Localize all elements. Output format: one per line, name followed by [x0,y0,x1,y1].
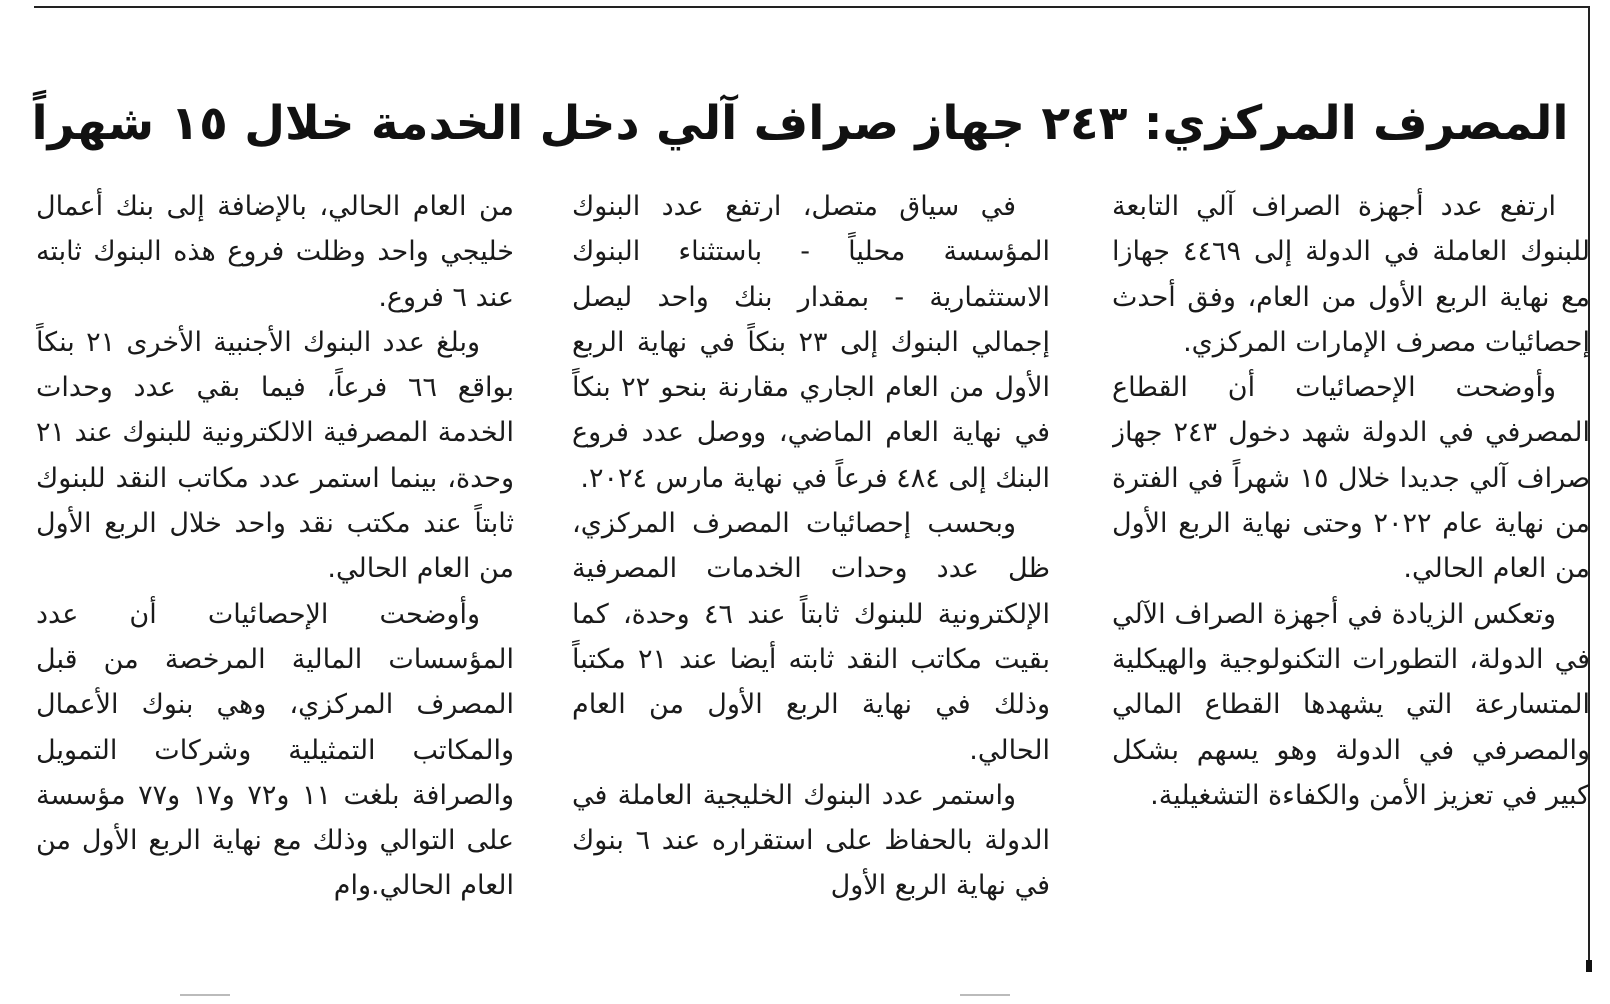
top-rule [34,6,1590,8]
paragraph: وأوضحت الإحصائيات أن القطاع المصرفي في الدولة شهد دخول ٢٤٣ جهاز صراف آلي جديدا خلال ١٥ شهراً في الفترة من نهاية عام ٢٠٢٢ وحتى نهاية الربع الأول من العام الحالي. [1112,372,1590,585]
page-bleed-mark [960,994,1010,996]
headline: المصرف المركزي: ٢٤٣ جهاز صراف آلي دخل الخدمة خلال ١٥ شهراً [31,96,1569,152]
paragraph: وبلغ عدد البنوك الأجنبية الأخرى ٢١ بنكاً بواقع ٦٦ فرعاً، فيما بقي عدد وحدات الخدمة المصرفية الالكترونية للبنوك عند ٢١ وحدة، بينما استمر عدد مكاتب النقد للبنوك ثابتاً عند مكتب نقد واحد خلال الربع الأول من العام الحالي. [36,326,514,585]
paragraph: في سياق متصل، ارتفع عدد البنوك المؤسسة محلياً - باستثناء البنوك الاستثمارية - بمقدار بنك واحد ليصل إجمالي البنوك إلى ٢٣ بنكاً في نهاية الربع الأول من العام الجاري مقارنة بنحو ٢٢ بنكاً في نهاية العام الماضي، ووصل عدد فروع البنك إلى ٤٨٤ فرعاً في نهاية مارس ٢٠٢٤. [572,191,1050,494]
page-bleed-mark [180,994,230,996]
article-column-1 [1112,184,1590,964]
paragraph: من العام الحالي، بالإضافة إلى بنك أعمال خليجي واحد وظلت فروع هذه البنوك ثابته عند ٦ فروع. [36,191,514,313]
column-end-marker [1586,960,1592,972]
paragraph: وتعكس الزيادة في أجهزة الصراف الآلي في الدولة، التطورات التكنولوجية والهيكلية المتسارعة التي يشهدها القطاع المالي والمصرفي في الدولة وهو يسهم بشكل كبير في تعزيز الأمن والكفاءة التشغيلية. [1112,598,1590,811]
paragraph: ارتفع عدد أجهزة الصراف آلي التابعة للبنوك العاملة في الدولة إلى ٤٤٦٩ جهازا مع نهاية الربع الأول من العام، وفق أحدث إحصائيات مصرف الإمارات المركزي. [1112,191,1590,358]
paragraph: وأوضحت الإحصائيات أن عدد المؤسسات المالية المرخصة من قبل المصرف المركزي، وهي بنوك الأعمال والمكاتب التمثيلية وشركات التمويل والصرافة بلغت ١١ و٧٢ و١٧ و٧٧ مؤسسة على التوالي وذلك مع نهاية الربع الأول من العام الحالي.وام [36,598,514,902]
article-column-2 [572,184,1050,964]
article-column-3 [36,184,514,964]
paragraph: واستمر عدد البنوك الخليجية العاملة في الدولة بالحفاظ على استقراره عند ٦ بنوك في نهاية الربع الأول [572,779,1050,902]
paragraph: وبحسب إحصائيات المصرف المركزي، ظل عدد وحدات الخدمات المصرفية الإلكترونية للبنوك ثابتاً عند ٤٦ وحدة، كما بقيت مكاتب النقد ثابته أيضا عند ٢١ مكتباً وذلك في نهاية الربع الأول من العام الحالي. [572,508,1050,766]
